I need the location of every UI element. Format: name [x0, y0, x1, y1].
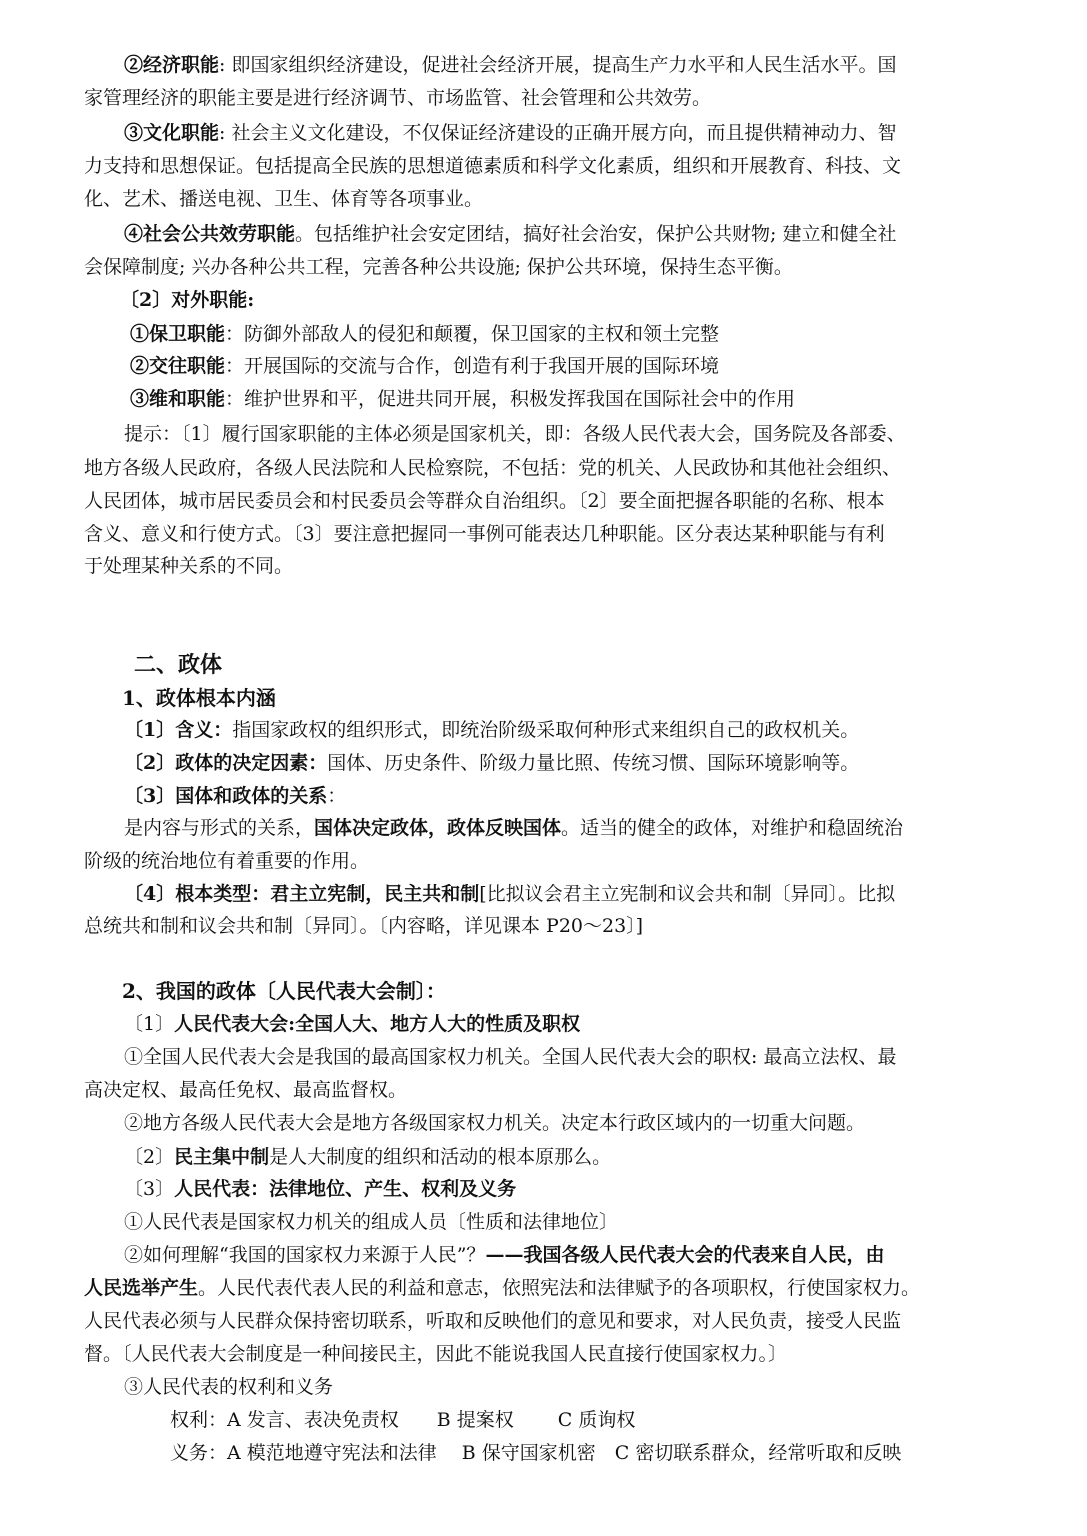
deputy-item-2-line-4: 督。〔人民代表大会制度是一种间接民主，因此不能说我国人民直接行使国家权力。〕 — [84, 1343, 788, 1365]
culture-function-term: 文化职能 — [143, 122, 220, 144]
deputy-item-2-text: 。人民代表代表人民的利益和意志，依照宪法和法律赋予的各项职权，行使国家权力。 — [198, 1277, 921, 1299]
polity-relation-colon: ： — [327, 785, 347, 807]
polity-types-line-2: 总统共和制和议会共和制〔异同〕。〔内容略，详见课本 P20～23〕] — [84, 915, 644, 937]
public-service-line-2: 会保障制度; 兴办各种公共工程，完善各种公共设施; 保护公共环境，保持生态平衡。 — [84, 256, 793, 278]
polity-relation-text-a: 是内容与形式的关系， — [124, 817, 315, 839]
peace-function-line — [130, 386, 795, 412]
culture-function-line-1 — [124, 120, 896, 146]
tip-line-3: 人民团体，城市居民委员会和村民委员会等群众自治组织。〔2〕要全面把握各职能的名称、根本 — [84, 490, 885, 512]
culture-function-num: ③ — [124, 122, 144, 144]
polity-relation-line-1 — [124, 815, 903, 841]
economic-function-num: ② — [124, 54, 144, 76]
deputy-item-2-question: ②如何理解“我国的国家权力来源于人民”？ — [124, 1244, 486, 1266]
defense-function-line — [130, 321, 719, 347]
public-service-num: ④ — [124, 223, 144, 245]
dc-term: 民主集中制 — [174, 1146, 270, 1168]
polity-definition-text: 指国家政权的组织形式，即统治阶级采取何种形式来组织自己的政权机关。 — [232, 719, 860, 741]
deputy-heading — [124, 1176, 516, 1202]
peace-function-term: ③维和职能 — [130, 388, 226, 410]
section-title-polity: 二、政体 — [134, 652, 223, 678]
polity-definition-line — [124, 717, 859, 743]
china-polity-heading: 2、我国的政体〔人民代表大会制〕： — [122, 979, 446, 1003]
polity-relation-text-c: 。适当的健全的政体，对维护和稳固统治 — [561, 817, 904, 839]
tip-line-1: 提示：〔1〕履行国家职能的主体必须是国家机关，即：各级人民代表大会，国务院及各部委、 — [124, 423, 906, 445]
npc-heading — [124, 1011, 580, 1037]
peace-function-text: ：维护世界和平，促进共同开展，积极发挥我国在国际社会中的作用 — [225, 388, 796, 410]
npc-item-1-line-2: 高决定权、最高任免权、最高监督权。 — [84, 1079, 408, 1101]
external-functions-heading: 〔2〕对外职能: — [120, 289, 255, 311]
exchange-function-term: ②交往职能 — [130, 355, 226, 377]
culture-function-text: : 社会主义文化建设，不仅保证经济建设的正确开展方向，而且提供精神动力、智 — [219, 122, 897, 144]
deputy-duties-line: 义务：A 模范地遵守宪法和法律 B 保守国家机密 C 密切联系群众，经常听取和反映 — [170, 1442, 902, 1464]
deputy-item-2-line-1 — [124, 1242, 884, 1268]
npc-title: 人民代表大会:全国人大、地方人大的性质及职权 — [174, 1013, 581, 1035]
npc-num: 〔1〕 — [124, 1013, 175, 1035]
polity-basics-heading: 1、政体根本内涵 — [122, 686, 276, 710]
defense-function-text: ：防御外部敌人的侵犯和颠覆，保卫国家的主权和领土完整 — [225, 323, 720, 345]
polity-factor-term: 〔2〕政体的决定因素： — [124, 752, 328, 774]
deputy-item-2-emphasis: 人民选举产生 — [84, 1277, 199, 1299]
deputy-num: 〔3〕 — [124, 1178, 175, 1200]
polity-relation-heading — [124, 783, 346, 809]
polity-types-line-1 — [124, 881, 895, 907]
exchange-function-line — [130, 353, 719, 379]
polity-types-term: 〔4〕根本类型：君主立宪制，民主共和制 — [124, 883, 480, 905]
economic-function-text: : 即国家组织经济建设，促进社会经济开展，提高生产力水平和人民生活水平。国 — [219, 54, 897, 76]
public-service-text: 。包括维护社会安定团结，搞好社会治安，保护公共财物; 建立和健全社 — [295, 223, 897, 245]
economic-function-line-2: 家管理经济的职能主要是进行经济调节、市场监管、社会管理和公共效劳。 — [84, 87, 712, 109]
democratic-centralism-line — [124, 1144, 611, 1170]
npc-item-2: ②地方各级人民代表大会是地方各级国家权力机关。决定本行政区域内的一切重大问题。 — [124, 1112, 866, 1134]
deputy-title: 人民代表：法律地位、产生、权利及义务 — [174, 1178, 517, 1200]
polity-relation-emphasis: 国体决定政体，政体反映国体 — [314, 817, 562, 839]
culture-function-line-3: 化、艺术、播送电视、卫生、体育等各项事业。 — [84, 188, 484, 210]
deputy-item-3: ③人民代表的权利和义务 — [124, 1376, 334, 1398]
tip-line-4: 含义、意义和行使方式。〔3〕要注意把握同一事例可能表达几种职能。区分表达某种职能与有利 — [84, 523, 885, 545]
defense-function-term: ①保卫职能 — [130, 323, 226, 345]
deputy-item-1: ①人民代表是国家权力机关的组成人员〔性质和法律地位〕 — [124, 1211, 619, 1233]
deputy-item-2-line-3: 人民代表必须与人民群众保持密切联系，听取和反映他们的意见和要求，对人民负责，接受人民监 — [84, 1310, 902, 1332]
polity-types-text: [比拟议会君主立宪制和议会共和制〔异同〕。比拟 — [479, 883, 896, 905]
polity-relation-line-2: 阶级的统治地位有着重要的作用。 — [84, 850, 370, 872]
polity-factor-text: 国体、历史条件、阶级力量比照、传统习惯、国际环境影响等。 — [327, 752, 860, 774]
exchange-function-text: ：开展国际的交流与合作，创造有利于我国开展的国际环境 — [225, 355, 720, 377]
dc-text: 是人大制度的组织和活动的根本原那么。 — [269, 1146, 612, 1168]
tip-line-2: 地方各级人民政府，各级人民法院和人民检察院，不包括：党的机关、人民政协和其他社会组织、 — [84, 457, 902, 479]
deputy-item-2-answer: ——我国各级人民代表大会的代表来自人民，由 — [485, 1244, 885, 1266]
deputy-rights-line: 权利：A 发言、表决免责权 B 提案权 C 质询权 — [170, 1409, 636, 1431]
economic-function-line-1 — [124, 52, 896, 78]
culture-function-line-2: 力支持和思想保证。包括提高全民族的思想道德素质和科学文化素质，组织和开展教育、科技、文 — [84, 155, 902, 177]
polity-factor-line — [124, 750, 859, 776]
public-service-term: 社会公共效劳职能 — [143, 223, 296, 245]
npc-item-1-line-1: ①全国人民代表大会是我国的最高国家权力机关。全国人民代表大会的职权: 最高立法权、最 — [124, 1046, 897, 1068]
polity-definition-term: 〔1〕含义： — [124, 719, 233, 741]
economic-function-term: 经济职能 — [143, 54, 220, 76]
tip-line-5: 于处理某种关系的不同。 — [84, 555, 294, 577]
polity-relation-term: 〔3〕国体和政体的关系 — [124, 785, 328, 807]
dc-num: 〔2〕 — [124, 1146, 175, 1168]
public-service-line-1 — [124, 221, 896, 247]
deputy-item-2-line-2 — [84, 1275, 920, 1301]
